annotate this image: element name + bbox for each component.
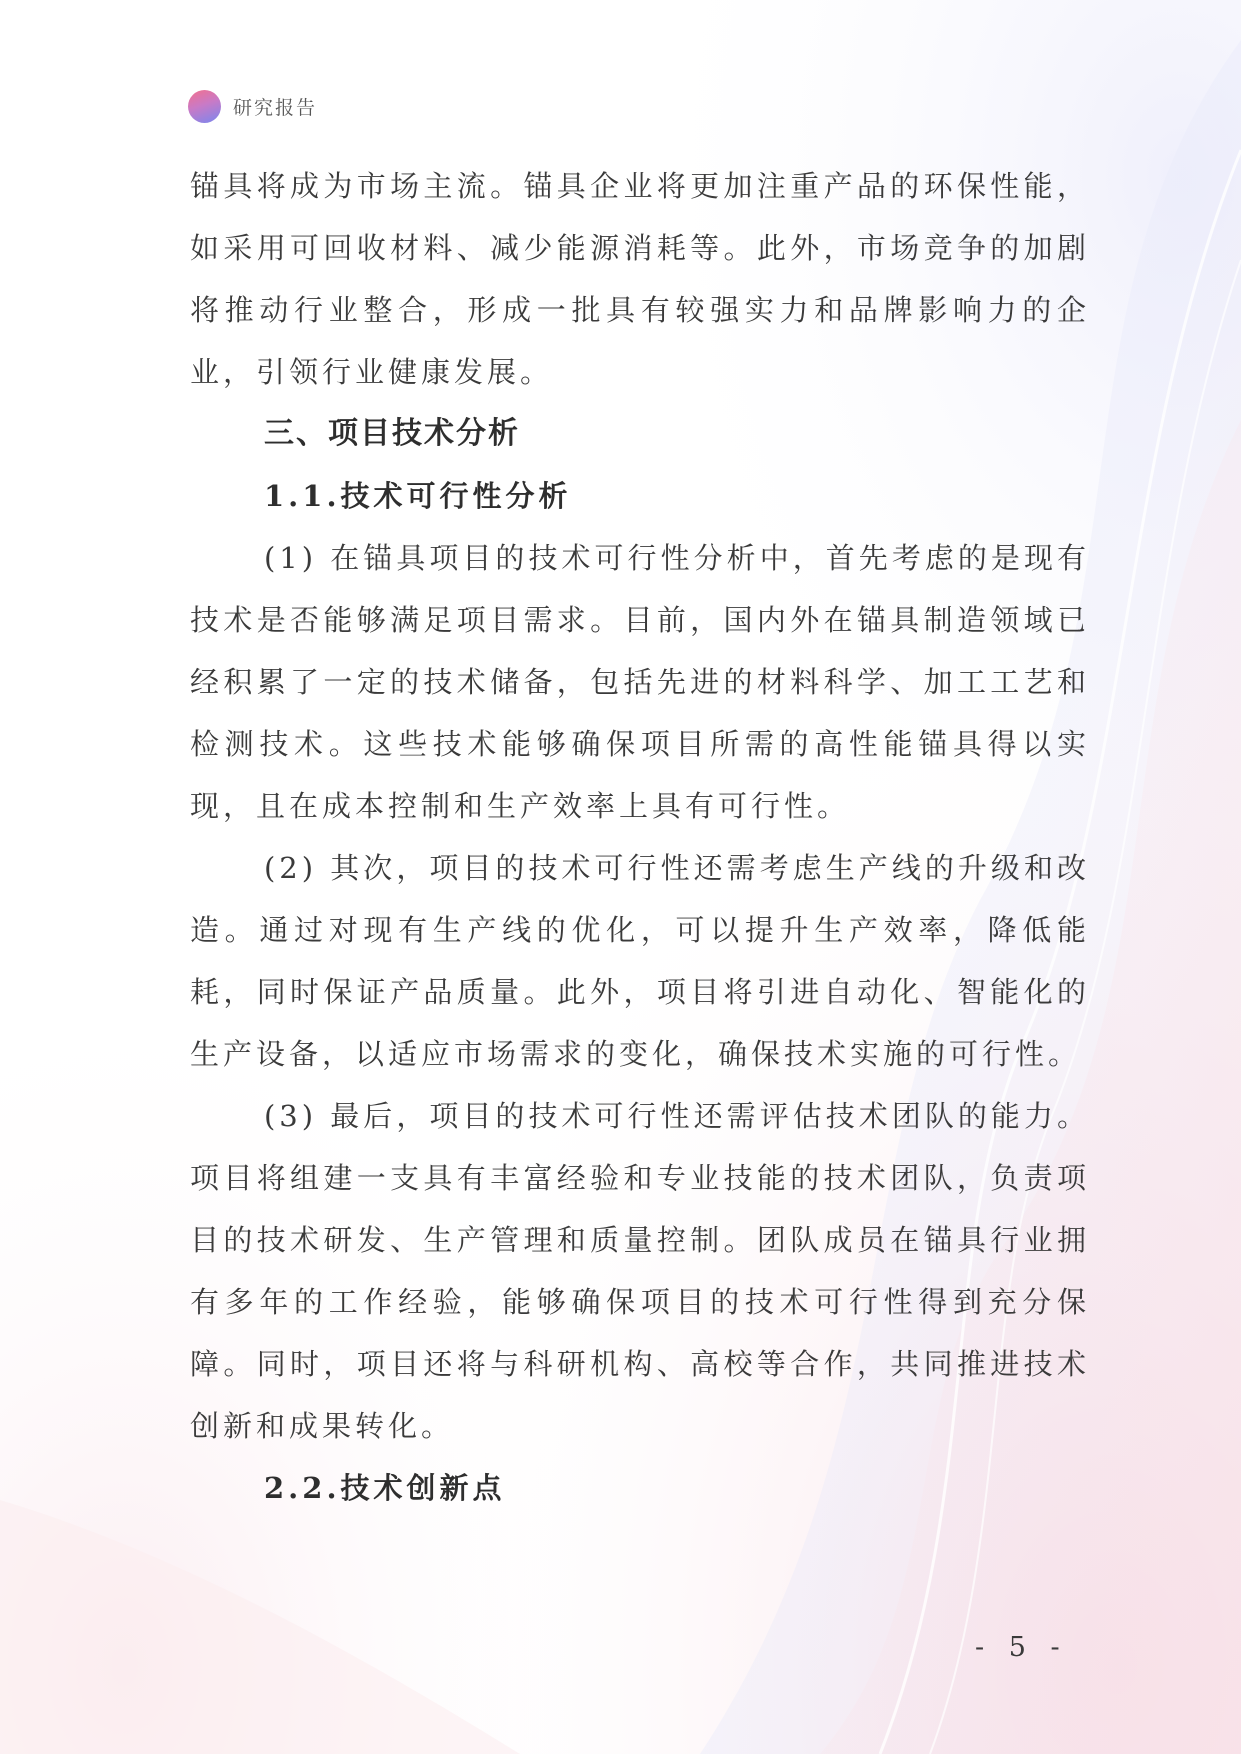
paragraph-intro: 锚具将成为市场主流。锚具企业将更加注重产品的环保性能，如采用可回收材料、减少能源消耗等。此外，市场竞争的加剧将推动行业整合，形成一批具有较强实力和品牌影响力的企业，引领行业健康发展。 [190,169,1090,389]
section-heading: 三、项目技术分析 [264,416,520,451]
page-number: - 5 - [975,1632,1068,1663]
paragraph-2: (2) 其次，项目的技术可行性还需考虑生产线的升级和改造。通过对现有生产线的优化，可以提升生产效率，降低能耗，同时保证产品质量。此外，项目将引进自动化、智能化的生产设备，以适应市场需求的变化，确保技术实施的可行性。 [190,851,1090,1071]
report-header [188,88,317,124]
subsection-heading-feasibility: 1.1.技术可行性分析 [264,479,572,513]
document-body [190,155,1090,1519]
paragraph-1: (1) 在锚具项目的技术可行性分析中，首先考虑的是现有技术是否能够满足项目需求。目前，国内外在锚具制造领域已经积累了一定的技术储备，包括先进的材料科学、加工工艺和检测技术。这些技术能够确保项目所需的高性能锚具得以实现，且在成本控制和生产效率上具有可行性。 [190,541,1090,823]
paragraph-3: (3) 最后，项目的技术可行性还需评估技术团队的能力。项目将组建一支具有丰富经验和专业技能的技术团队，负责项目的技术研发、生产管理和质量控制。团队成员在锚具行业拥有多年的工作经验，能够确保项目的技术可行性得到充分保障。同时，项目还将与科研机构、高校等合作，共同推进技术创新和成果转化。 [190,1099,1090,1443]
header-title: 研究报告 [233,96,318,119]
logo-circle-icon [188,90,221,123]
subsection-heading-innovation: 2.2.技术创新点 [264,1471,506,1505]
